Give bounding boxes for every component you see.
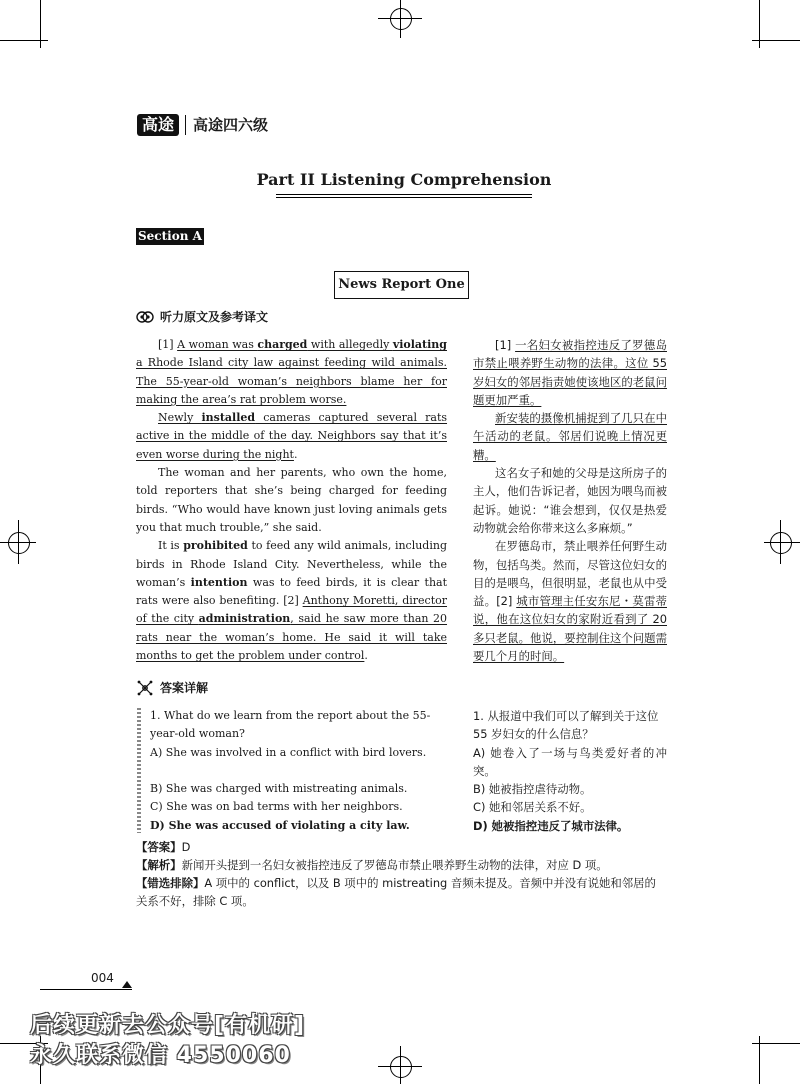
watermark-line-2: 永久联系微信 4550060 xyxy=(30,1043,291,1068)
question-side-bar xyxy=(137,708,141,833)
transcript-en-paragraph: The woman and her parents, who own the home, told reporters that she’s being charged for feeding birds. “Who would have known just loving animals gets you that much trouble,” she said. xyxy=(136,466,447,534)
question-stem: 1. What do we learn from the report about the 55-year-old woman? xyxy=(150,709,431,741)
exclude-text: A 项中的 conflict，以及 B 项中的 mistreating 音频未提及。音频中并没有说她和邻居的关系不好，排除 C 项。 xyxy=(136,876,656,909)
underlined-text: 城市管理主任安东尼・莫雷蒂说，他在这位妇女的家附近看到了 20 多只老鼠。他说，要控制住这个问题需要几个月的时间。 xyxy=(473,594,667,664)
registration-mark-line xyxy=(780,520,781,564)
brand-separator xyxy=(185,115,186,135)
answers-heading-text: 答案详解 xyxy=(160,681,209,695)
underlined-text: A woman was charged with allegedly violating a Rhode Island city law against feeding wild animals. The 55-year-old woman’s neighbors blame her for making the area’s rat problem worse. xyxy=(136,338,447,406)
marker: [1] xyxy=(158,338,178,351)
underlined-text: Newly installed cameras captured several rats active in the middle of the day. Neighbors say that it’s even worse during the night xyxy=(136,411,448,461)
transcript-english xyxy=(136,336,447,665)
option-a: A) She was involved in a conflict with bird lovers. xyxy=(150,745,427,759)
brand-series: 高途四六级 xyxy=(193,116,269,134)
option-b: B) She was charged with mistreating animals. xyxy=(150,782,408,796)
brand-logo: 高途 xyxy=(137,114,179,136)
analysis-line xyxy=(136,856,666,874)
transcript-heading xyxy=(136,309,268,325)
option-d-zh: D) 她被指控违反了城市法律。 xyxy=(473,818,629,833)
crop-mark xyxy=(752,40,800,41)
exclude-label: 【错选排除】 xyxy=(136,876,205,890)
exclude-line xyxy=(136,874,666,911)
page-number: 004 xyxy=(91,971,114,985)
registration-mark-line xyxy=(764,542,800,543)
registration-mark-line xyxy=(378,1066,422,1067)
answers-heading xyxy=(136,680,208,696)
registration-mark xyxy=(390,8,412,30)
question-chinese xyxy=(473,707,667,835)
underlined-text: 一名妇女被指控违反了罗德岛市禁止喂养野生动物的法律。这位 55 岁妇女的邻居指责她使该地区的老鼠问题更加严重。 xyxy=(473,338,667,407)
underlined-text: 新安装的摄像机捕捉到了几只在中午活动的老鼠。邻居们说晚上情况更糟。 xyxy=(473,411,667,462)
registration-mark-line xyxy=(400,0,401,38)
transcript-zh-paragraph xyxy=(473,409,667,464)
section-label: Section A xyxy=(138,229,202,243)
page-marker-icon xyxy=(122,981,132,988)
option-d: D) She was accused of violating a city law. xyxy=(150,818,410,832)
registration-mark-line xyxy=(18,520,19,564)
transcript-en-paragraph: Newly installed cameras captured several rats active in the middle of the day. Neighbors say that it’s even worse during the night. xyxy=(136,411,448,461)
part-title: Part II Listening Comprehension xyxy=(256,170,552,189)
registration-mark-line xyxy=(400,1046,401,1084)
molecule-icon xyxy=(136,680,154,696)
registration-mark-line xyxy=(378,18,422,19)
news-report-title: News Report One xyxy=(334,271,469,299)
registration-mark xyxy=(8,532,30,554)
answer-label: 【答案】 xyxy=(136,840,182,854)
analysis-text: 新闻开头提到一名妇女被指控违反了罗德岛市禁止喂养野生动物的法律，对应 D 项。 xyxy=(181,858,608,872)
answer-value: D xyxy=(181,840,191,854)
headphones-icon xyxy=(136,309,154,325)
transcript-chinese xyxy=(473,336,667,665)
watermark-line-1: 后续更新去公众号[有机研] xyxy=(30,1013,306,1038)
option-b-zh: B) 她被指控虐待动物。 xyxy=(473,782,592,797)
underlined-text: Anthony Moretti, director of the city administration, said he saw more than 20 rats near the woman’s home. He said it will take months to get the problem under control xyxy=(136,594,448,663)
transcript-zh-paragraph: [1] 一名妇女被指控违反了罗德岛市禁止喂养野生动物的法律。这位 55 岁妇女的邻居指责她使该地区的老鼠问题更加严重。 xyxy=(473,338,667,407)
option-c-zh: C) 她和邻居关系不好。 xyxy=(473,800,592,815)
transcript-zh-paragraph: 这名女子和她的父母是这所房子的主人，他们告诉记者，她因为喂鸟而被起诉。她说：“谁会想到，仅仅是热爱动物就会给你带来这么多麻烦。” xyxy=(473,466,667,535)
registration-mark xyxy=(390,1056,412,1078)
transcript-zh-paragraph: 在罗德岛市，禁止喂养任何野生动物，包括鸟类。然而，尽管这位妇女的目的是喂鸟，但很明显，老鼠也从中受益。[2] 城市管理主任安东尼・莫雷蒂说，他在这位妇女的家附近看到了 20 多只老鼠。他说，要控制住这个问题需要几个月的时间。 xyxy=(473,539,667,664)
footer-rule xyxy=(40,989,132,990)
crop-mark xyxy=(752,1043,800,1044)
registration-mark xyxy=(770,532,792,554)
title-rule xyxy=(276,197,532,198)
analysis-label: 【解析】 xyxy=(136,858,182,872)
transcript-heading-text: 听力原文及参考译文 xyxy=(160,310,269,324)
crop-mark xyxy=(0,40,48,41)
question-english xyxy=(150,707,447,835)
transcript-en-paragraph xyxy=(136,336,447,409)
option-c: C) She was on bad terms with her neighbors. xyxy=(150,800,403,814)
answer-line xyxy=(136,838,666,856)
option-a-zh: A) 她卷入了一场与鸟类爱好者的冲突。 xyxy=(473,745,667,778)
transcript-en-paragraph: It is prohibited to feed any wild animals, including birds in Rhode Island City. Nevertheless, while the woman’s intention was to feed birds, it is clear that rats were also benefiting. [2] Anthony Moretti, director of the city administration, said he saw more than 20 rats near the woman’s home. He said it will take months to get the problem under control. xyxy=(136,539,448,663)
question-stem-zh: 1. 从报道中我们可以了解到关于这位 55 岁妇女的什么信息？ xyxy=(473,709,659,742)
title-rule xyxy=(276,194,532,195)
